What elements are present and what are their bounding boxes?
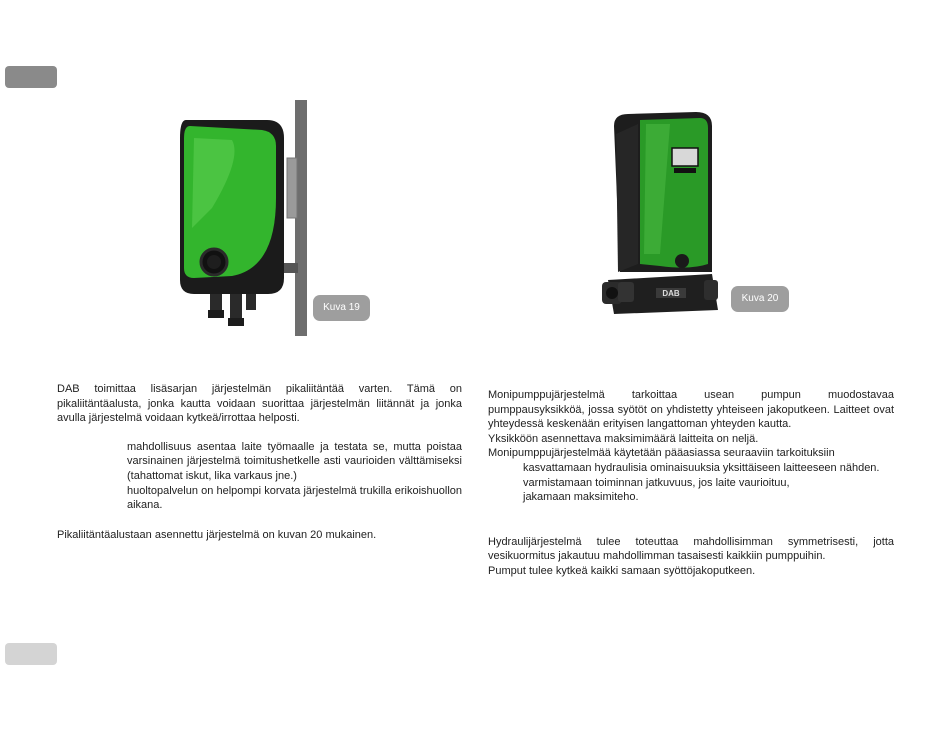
common-manifold-paragraph: Pumput tulee kytkeä kaikki samaan syöttöjakoputkeen. [488,564,756,577]
multipump-max-units: Yksikköön asennettava maksimimäärä laitteita on neljä. [488,432,759,445]
figure-20-caption: Kuva 20 [731,286,789,312]
closing-paragraph: Pikaliitäntäalustaan asennettu järjestelmä on kuvan 20 mukainen. [57,528,377,541]
figure-19-caption: Kuva 19 [313,295,370,321]
multipump-purposes-intro: Monipumppujärjestelmää käytetään pääasiassa seuraaviin tarkoituksiin [488,447,835,460]
hydraulic-symmetry-paragraph: Hydraulijärjestelmä tulee toteuttaa mahdollisimman symmetrisesti, jotta vesikuormitus jakautuu mahdollimman tasaisesti kaikkiin pumppuihin. [488,535,894,563]
figure-19-wall-mounted-pump [172,98,312,338]
page-number-tab [5,643,57,665]
multipump-definition: Monipumppujärjestelmä tarkoittaa usean pumpun muodostavaa pumppausyksikköä, jossa syötöt on yhdistetty yhteiseen jakoputkeen. Laitteet ovat yhteydessä keskenään erityisen langattoman yhteyden kautta. [488,389,894,431]
dab-logo: DAB [662,289,680,298]
purpose-item-2: varmistamaan toiminnan jatkuvuus, jos laite vaurioituu, [523,476,790,489]
purpose-item-3: jakamaan maksimiteho. [523,491,639,504]
left-column [57,382,462,542]
right-column [488,388,894,579]
intro-paragraph: DAB toimittaa lisäsarjan järjestelmän pikaliitäntää varten. Tämä on pikaliitäntäalusta, jonka kautta voidaan suorittaa järjestelmän liitännät ja jonka avulla järjestelmä voidaan kytkeä/irrottaa helposti. [57,383,462,425]
figure-20-pump-on-base [600,104,730,324]
purpose-item-1: kasvattamaan hydraulisia ominaisuuksia yksittäiseen laitteeseen nähden. [523,461,880,474]
benefit-item-1: mahdollisuus asentaa laite työmaalle ja testata se, mutta poistaa varsinainen järjestelmä toimitushetkelle asti vaurioiden välttämiseksi (tahattomat iskut, lika varkaus jne.) [127,440,462,482]
benefit-item-2: huoltopalvelun on helpompi korvata järjestelmä trukilla erikoishuollon aikana. [127,484,462,512]
page-section-tab [5,66,57,88]
